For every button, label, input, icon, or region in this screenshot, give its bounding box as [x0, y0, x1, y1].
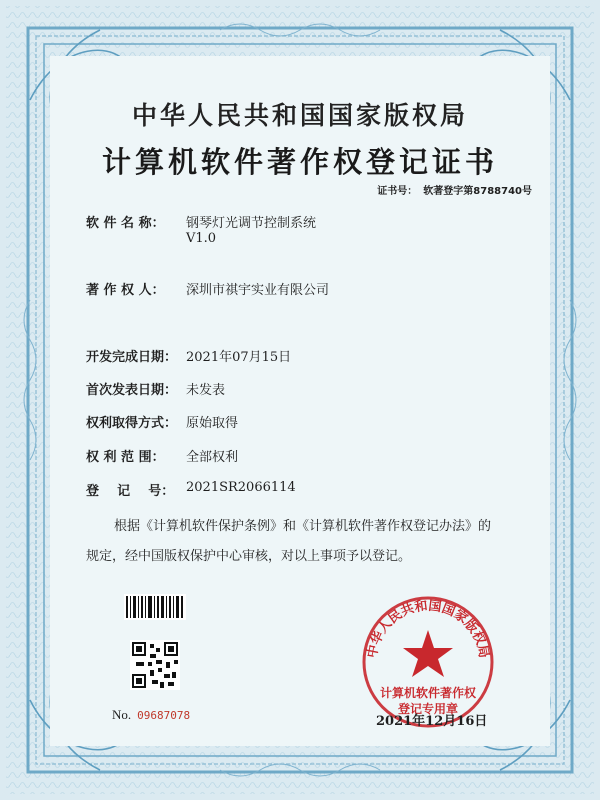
- field-completion-date: [86, 346, 291, 365]
- field-label: 著 作 权 人：: [86, 283, 165, 298]
- certificate-number-value: 软著登字第8788740号: [423, 186, 532, 197]
- field-label: 软 件 名 称：: [86, 216, 165, 231]
- field-version: V1.0: [186, 231, 217, 246]
- field-owner: [86, 279, 329, 298]
- serial-number-label: No.: [112, 707, 132, 722]
- field-software-name: [86, 212, 316, 246]
- certificate-number: [371, 182, 532, 197]
- qr-code: [130, 640, 180, 690]
- certificate-title: 计算机软件著作权登记证书: [101, 145, 498, 179]
- seal-star-icon: [403, 630, 453, 677]
- field-value: 原始取得: [186, 416, 239, 431]
- field-label: 权 利 范 围：: [86, 450, 165, 465]
- field-label: 首次发表日期：: [86, 383, 178, 398]
- certificate-number-label: 证书号：: [377, 186, 418, 197]
- field-value: 未发表: [186, 383, 226, 398]
- seal-ring-text: 中华人民共和国国家版权局: [364, 598, 492, 660]
- field-value: 钢琴灯光调节控制系统: [186, 216, 317, 231]
- statement-line-1: 根据《计算机软件保护条例》和《计算机软件著作权登记办法》的: [114, 519, 492, 534]
- field-label: 登 记 号：: [86, 484, 175, 499]
- seal-line-2: 登记专用章: [397, 702, 458, 716]
- field-value: 全部权利: [186, 450, 239, 465]
- statement-line-2: 规定，经中国版权保护中心审核，对以上事项予以登记。: [86, 549, 412, 564]
- field-label: 权利取得方式：: [86, 416, 178, 431]
- serial-number: [112, 707, 190, 723]
- statement: [86, 512, 526, 572]
- issuer-heading: 中华人民共和国国家版权局: [131, 101, 468, 130]
- field-first-publication: [86, 379, 225, 398]
- field-label: 开发完成日期：: [86, 350, 178, 365]
- field-value: 深圳市祺宇实业有限公司: [186, 283, 330, 298]
- field-registration-number: [86, 480, 296, 499]
- field-value: 2021SR2066114: [186, 480, 296, 495]
- field-scope: [86, 446, 238, 465]
- barcode: [124, 594, 186, 620]
- seal-line-1: 计算机软件著作权: [379, 686, 476, 700]
- field-acquisition: [86, 412, 238, 431]
- field-value: 2021年07月15日: [186, 350, 292, 365]
- issue-date: 2021年12月16日: [376, 714, 488, 729]
- serial-number-value: 09687078: [137, 709, 191, 722]
